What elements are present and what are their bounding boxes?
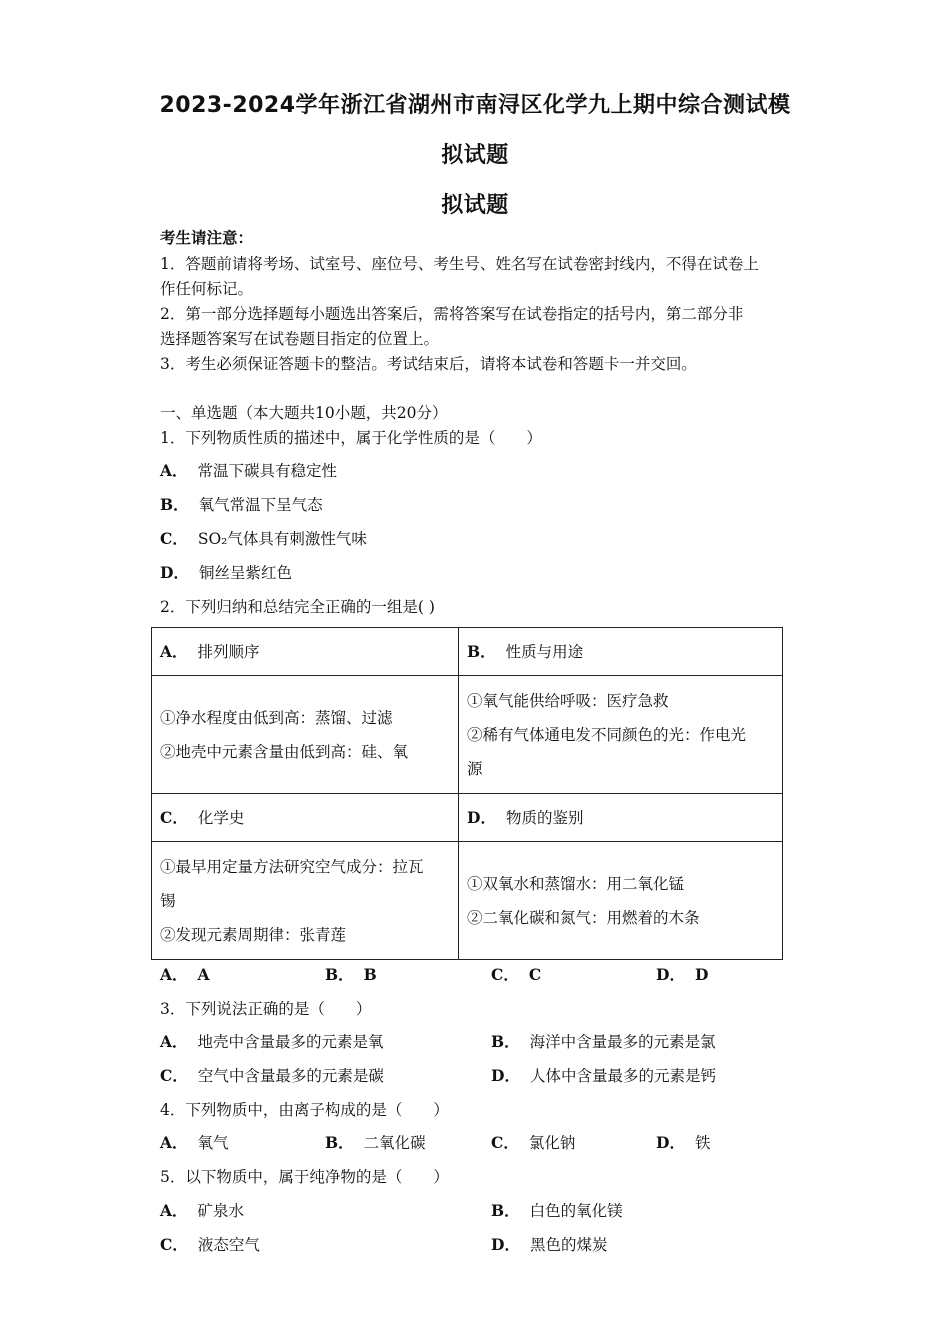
question-3-stem: 3．下列说法正确的是（ ） xyxy=(160,1000,372,1018)
question-5-stem: 5．以下物质中，属于纯净物的是（ ） xyxy=(160,1168,449,1186)
q4-option-d: D． 铁 xyxy=(656,1133,711,1152)
exam-title-line1: 2023-2024学年浙江省湖州市南浔区化学九上期中综合测试模 xyxy=(159,93,791,118)
q3-option-b: B． 海洋中含量最多的元素是氯 xyxy=(491,1032,716,1051)
cell-b-content: ①氧气能供给呼吸：医疗急救 ②稀有气体通电发不同颜色的光：作电光 源 xyxy=(459,676,783,794)
q4-option-c: C． 氯化钠 xyxy=(491,1133,576,1152)
cell-c-content: ①最早用定量方法研究空气成分：拉瓦 锡 ②发现元素周期律：张青莲 xyxy=(152,842,459,960)
notice-line: 3．考生必须保证答题卡的整洁。考试结束后，请将本试卷和答题卡一并交回。 xyxy=(160,355,697,373)
cell-d-content: ①双氧水和蒸馏水：用二氧化锰 ②二氧化碳和氮气：用燃着的木条 xyxy=(459,842,783,960)
cell-d-header: D． 物质的鉴别 xyxy=(459,794,783,842)
notice-heading: 考生请注意： xyxy=(160,228,254,247)
question-4-stem: 4．下列物质中，由离子构成的是（ ） xyxy=(160,1101,449,1119)
cell-b-header: B． 性质与用途 xyxy=(459,628,783,676)
exam-title-line3: 拟试题 xyxy=(441,193,509,218)
q3-option-d: D． 人体中含量最多的元素是钙 xyxy=(491,1066,716,1085)
question-1-stem: 1．下列物质性质的描述中，属于化学性质的是（ ） xyxy=(160,429,542,447)
q4-option-a: A． 氧气 xyxy=(160,1133,229,1152)
q2-option-c: C． C xyxy=(491,965,542,984)
q2-option-a: A． A xyxy=(160,965,210,984)
q1-option-c: C． SO₂气体具有刺激性气味 xyxy=(160,529,367,548)
q1-option-b: B． 氧气常温下呈气态 xyxy=(160,495,323,514)
notice-line: 2．第一部分选择题每小题选出答案后，需将答案写在试卷指定的括号内，第二部分非 xyxy=(160,305,744,323)
notice-line: 1．答题前请将考场、试室号、座位号、考生号、姓名写在试卷密封线内，不得在试卷上 xyxy=(160,255,759,273)
exam-title-line2: 拟试题 xyxy=(441,143,509,168)
q5-option-b: B． 白色的氧化镁 xyxy=(491,1201,623,1220)
q2-option-d: D． D xyxy=(656,965,709,984)
q1-option-d: D． 铜丝呈紫红色 xyxy=(160,563,292,582)
q2-summary-table xyxy=(151,627,783,960)
question-2-stem: 2．下列归纳和总结完全正确的一组是( ) xyxy=(160,598,435,616)
notice-line: 作任何标记。 xyxy=(160,280,254,298)
cell-a-header: A． 排列顺序 xyxy=(152,628,459,676)
q3-option-a: A． 地壳中含量最多的元素是氧 xyxy=(160,1032,384,1051)
q4-option-b: B． 二氧化碳 xyxy=(325,1133,426,1152)
section-heading: 一、单选题（本大题共10小题，共20分） xyxy=(160,404,448,422)
q3-option-c: C． 空气中含量最多的元素是碳 xyxy=(160,1066,384,1085)
cell-c-header: C． 化学史 xyxy=(152,794,459,842)
q1-option-a: A． 常温下碳具有稳定性 xyxy=(160,461,338,480)
notice-line: 选择题答案写在试卷题目指定的位置上。 xyxy=(160,330,440,348)
q5-option-d: D． 黑色的煤炭 xyxy=(491,1235,608,1254)
cell-a-content: ①净水程度由低到高：蒸馏、过滤 ②地壳中元素含量由低到高：硅、氧 xyxy=(152,676,459,794)
q5-option-a: A． 矿泉水 xyxy=(160,1201,245,1220)
q2-option-b: B． B xyxy=(325,965,377,984)
q5-option-c: C． 液态空气 xyxy=(160,1235,260,1254)
